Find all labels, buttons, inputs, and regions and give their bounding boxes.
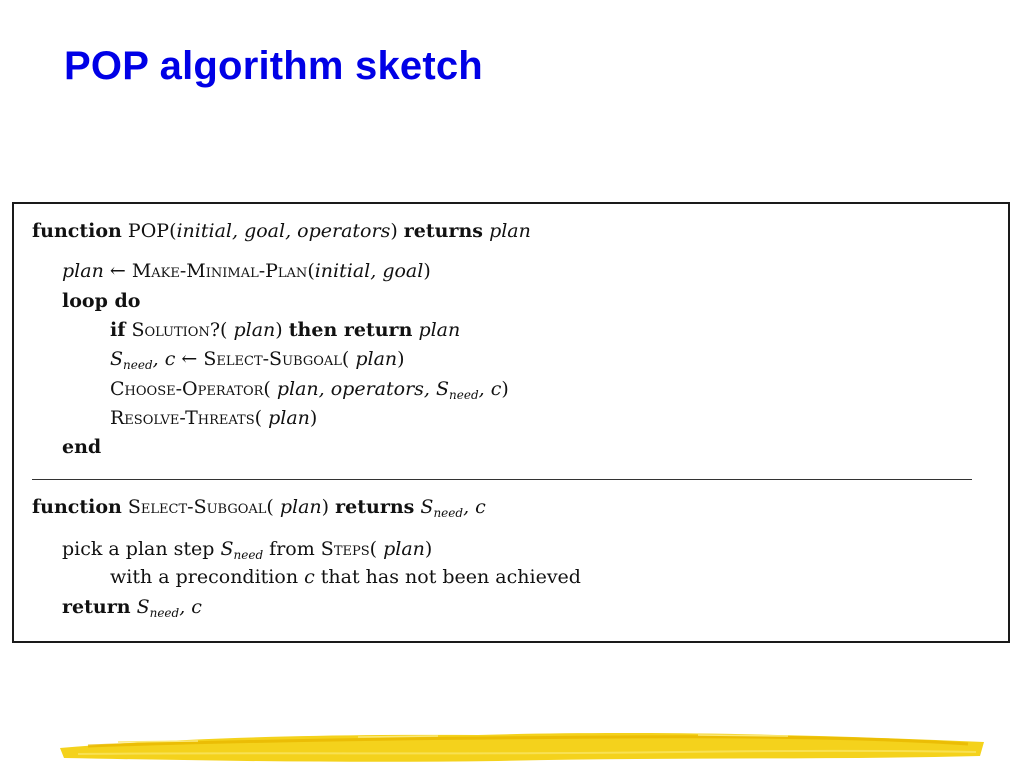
code-line-resolve-threats <box>110 407 317 429</box>
slide-title: POP algorithm sketch <box>64 44 483 88</box>
fn-solution: Solution? <box>131 319 221 341</box>
function-name-select-subgoal: Select-Subgoal <box>127 496 267 518</box>
paren-open: ( <box>307 260 315 282</box>
keyword-then-return: then return <box>288 319 413 341</box>
keyword-function: function <box>32 496 122 518</box>
arg-plan: plan <box>233 319 276 341</box>
assign-arrow: ← <box>175 348 204 370</box>
keyword-end: end <box>62 436 102 458</box>
fn-make-minimal-plan: Make-Minimal-Plan <box>131 260 308 282</box>
arg-plan: plan <box>383 538 425 560</box>
select-subgoal-signature <box>32 496 486 524</box>
fn-choose-operator: Choose-Operator <box>110 378 264 400</box>
keyword-returns: returns <box>335 496 415 518</box>
subscript-need: need <box>149 606 180 620</box>
paren-open: ( <box>266 496 280 518</box>
code-line-select-subgoal <box>110 348 405 376</box>
code-line-if-solution <box>110 319 460 341</box>
args: initial, goal <box>314 260 424 282</box>
section-divider <box>32 479 972 480</box>
var-plan: plan <box>62 260 104 282</box>
var-s: S <box>110 348 124 370</box>
fn-steps: Steps <box>320 538 370 560</box>
code-line-end <box>62 436 101 458</box>
paren-open: ( <box>169 220 177 242</box>
paren-open: ( <box>254 407 269 429</box>
var-c: , c <box>463 496 486 518</box>
paren-close: ) <box>309 407 318 429</box>
subscript-need: need <box>449 388 479 402</box>
code-line-choose-operator <box>110 378 509 406</box>
paren-open: ( <box>341 348 356 370</box>
args: plan, operators, S <box>276 378 450 400</box>
pop-signature <box>32 220 531 242</box>
code-line-pick-plan-step <box>62 538 432 566</box>
subscript-need: need <box>123 358 153 372</box>
paren-open: ( <box>220 319 234 341</box>
var-s: S <box>220 538 234 560</box>
yellow-brush-stroke <box>58 722 986 766</box>
subscript-need: need <box>233 548 264 562</box>
text-not-achieved: that has not been achieved <box>314 566 581 588</box>
return-plan: plan <box>418 319 461 341</box>
paren-close: ) <box>501 378 509 400</box>
function-name-pop: POP <box>127 220 170 242</box>
subscript-need: need <box>433 506 464 520</box>
algorithm-box <box>12 202 1010 643</box>
code-line-precondition <box>110 566 581 588</box>
assign-arrow: ← <box>103 260 132 282</box>
paren-close: ) <box>397 348 405 370</box>
keyword-returns: returns <box>403 220 484 242</box>
text-pick-plan-step: pick a plan step <box>62 538 221 560</box>
paren-open: ( <box>369 538 384 560</box>
text-from: from <box>263 538 321 560</box>
paren-close: ) <box>275 319 283 341</box>
keyword-function: function <box>32 220 122 242</box>
paren-close: ) <box>424 538 433 560</box>
paren-open: ( <box>263 378 277 400</box>
var-c: , c <box>179 596 202 618</box>
keyword-loop-do: loop do <box>62 290 141 312</box>
code-line-return <box>62 596 202 624</box>
pop-params: initial, goal, operators <box>176 220 391 242</box>
text-with-precondition: with a precondition <box>110 566 305 588</box>
arg-plan: plan <box>355 348 398 370</box>
fn-resolve-threats: Resolve-Threats <box>110 407 255 429</box>
var-c: , c <box>478 378 502 400</box>
var-c: c <box>304 566 315 588</box>
arg-plan: plan <box>279 496 322 518</box>
paren-close: ) <box>321 496 330 518</box>
paren-close: ) <box>390 220 398 242</box>
arg-plan: plan <box>268 407 310 429</box>
var-c: , c <box>152 348 176 370</box>
return-type: plan <box>489 220 531 242</box>
fn-select-subgoal: Select-Subgoal <box>203 348 342 370</box>
code-line-loop-do <box>62 290 140 312</box>
paren-close: ) <box>423 260 431 282</box>
keyword-if: if <box>110 319 126 341</box>
var-s: S <box>420 496 434 518</box>
var-s: S <box>136 596 150 618</box>
keyword-return: return <box>62 596 131 618</box>
code-line-make-minimal-plan <box>62 260 431 282</box>
